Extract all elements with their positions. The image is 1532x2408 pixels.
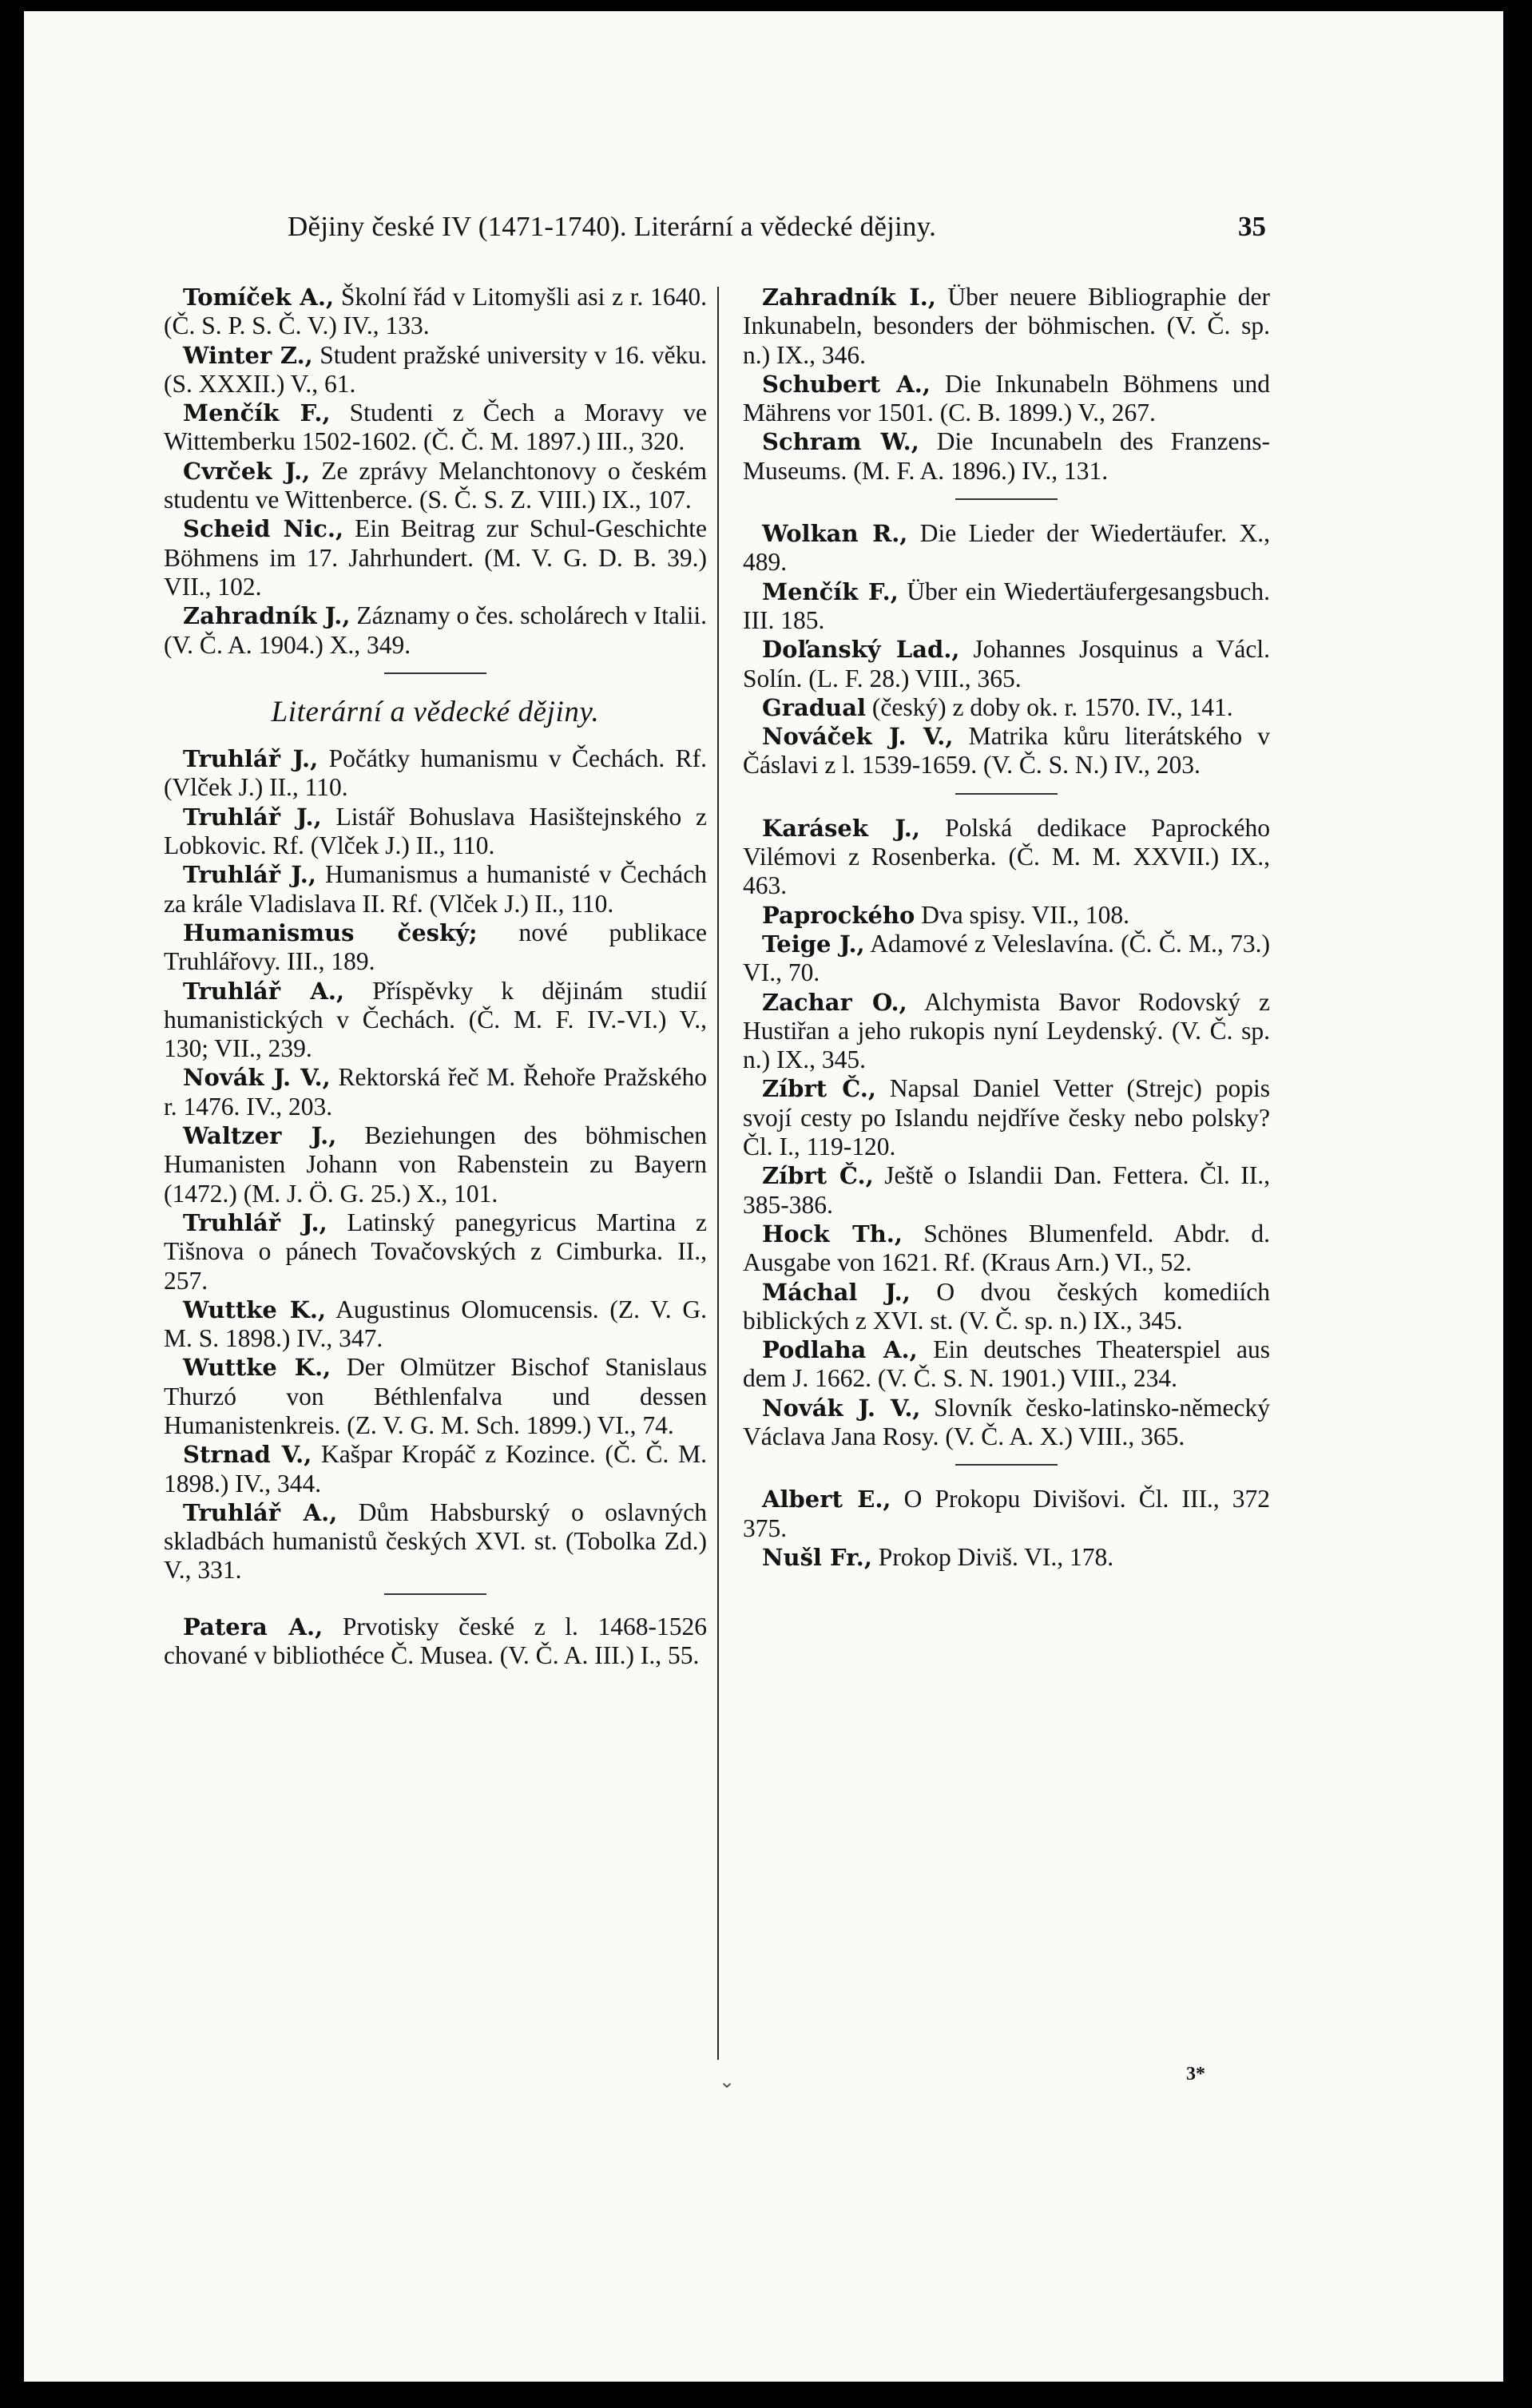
entry-text: Studenti z Čech a Moravy ve Wittemberku 1502-1602. (Č. Č. M. 1897.) III., 320. <box>164 399 707 456</box>
entry-author: Zíbrt Č., <box>762 1075 876 1103</box>
book-page <box>24 11 1503 2382</box>
entry-author: Gradual <box>762 693 867 721</box>
bibliography-entry <box>164 1613 707 1671</box>
entry-text: Kašpar Kropáč z Kozince. (Č. Č. M. 1898.) IV., 344. <box>164 1440 707 1498</box>
entry-text: Záznamy o čes. scholárech v Italii. (V. Č. A. 1904.) X., 349. <box>164 601 708 659</box>
entry-author: Patera A., <box>183 1613 323 1640</box>
entry-text: nové publikace Truhlářovy. III., 189. <box>164 918 707 976</box>
entry-text: Die Inkunabeln Böhmens und Mährens vor 1501. (C. B. 1899.) V., 267. <box>743 369 1270 427</box>
entry-author: Schubert A., <box>762 370 931 398</box>
entry-text: Ze zprávy Melanchtonovy o českém studentu ve Wittenberce. (S. Č. S. Z. VIII.) IX., 107. <box>164 456 707 514</box>
entry-text: Prvotisky české z l. 1468-1526 chované v bibliothéce Č. Musea. (V. Č. A. III.) I., 55. <box>164 1612 707 1670</box>
entry-group <box>743 283 1270 486</box>
entry-text: O dvou českých komediích biblických z XVI. st. (V. Č. sp. n.) IX., 345. <box>743 1277 1270 1335</box>
bibliography-entry <box>164 341 707 399</box>
separator-rule <box>955 498 1058 500</box>
entry-group <box>164 744 707 1585</box>
entry-author: Wuttke K., <box>183 1354 331 1382</box>
bibliography-entry <box>743 1394 1270 1452</box>
left-column <box>164 283 707 1670</box>
bibliography-entry <box>743 635 1270 693</box>
entry-author: Nušl Fr., <box>762 1543 872 1571</box>
entry-text: (český) z doby ok. r. 1570. IV., 141. <box>866 692 1233 721</box>
entry-author: Hock Th., <box>762 1220 903 1248</box>
entry-author: Zahradník J., <box>183 602 351 630</box>
bibliography-entry <box>743 370 1270 428</box>
entry-author: Truhlář A., <box>183 1498 338 1526</box>
entry-text: Die Lieder der Wiedertäufer. X., 489. <box>743 519 1270 577</box>
entry-author: Waltzer J., <box>183 1122 337 1150</box>
bibliography-entry <box>164 1121 707 1208</box>
entry-text: Ein deutsches Theaterspiel aus dem J. 1662. (V. Č. S. N. 1901.) VIII., 234. <box>743 1335 1271 1393</box>
bibliography-entry <box>164 457 707 515</box>
bibliography-entry <box>743 1161 1270 1220</box>
entry-text: Beziehungen des böhmischen Humanisten Johann von Rabenstein zu Bayern (1472.) (M. J. Ö. G. 25.) X., 101. <box>164 1121 707 1208</box>
entry-author: Wuttke K., <box>183 1295 327 1323</box>
bibliography-entry <box>164 744 707 803</box>
entry-author: Cvrček J., <box>183 457 311 485</box>
entry-text: Johannes Josquinus a Václ. Solín. (L. F. 28.) VIII., 365. <box>743 635 1271 692</box>
entry-text: Školní řád v Litomyšli asi z r. 1640. (Č. S. P. S. Č. V.) IV., 133. <box>164 283 707 340</box>
entry-text: Příspěvky k dějinám studií humanistických v Čechách. (Č. M. F. IV.-VI.) V., 130; VII., 239. <box>164 976 707 1063</box>
separator-rule <box>955 1464 1058 1466</box>
scan-mark: ⌄ <box>719 2072 736 2093</box>
separator-rule <box>384 672 486 674</box>
entry-author: Novák J. V., <box>183 1064 331 1092</box>
bibliography-entry <box>743 901 1270 930</box>
bibliography-entry <box>164 860 707 918</box>
entry-author: Truhlář J., <box>183 1208 327 1236</box>
bibliography-entry <box>164 514 707 601</box>
entry-text: Student pražské university v 16. věku. (S. XXXII.) V., 61. <box>164 340 708 398</box>
entry-text: Schönes Blumenfeld. Abdr. d. Ausgabe von 1621. Rf. (Kraus Arn.) VI., 52. <box>743 1219 1270 1277</box>
entry-author: Zahradník I., <box>762 284 936 311</box>
entry-text: Ein Beitrag zur Schul-Geschichte Böhmens im 17. Jahrhundert. (M. V. G. D. B. 39.) VII., 102. <box>164 514 708 601</box>
right-column <box>743 283 1270 1572</box>
entry-author: Scheid Nic., <box>183 515 344 543</box>
bibliography-entry <box>743 988 1270 1075</box>
bibliography-entry <box>164 1295 707 1354</box>
entry-author: Truhlář J., <box>183 861 316 889</box>
entry-text: Über ein Wiedertäufergesangsbuch. III. 185. <box>743 577 1270 634</box>
entry-author: Teige J., <box>762 930 865 958</box>
entry-author: Nováček J. V., <box>762 723 954 751</box>
entry-group <box>164 1613 707 1671</box>
entry-author: Paprockého <box>762 901 915 929</box>
bibliography-entry <box>164 1353 707 1440</box>
entry-text: Adamové z Veleslavína. (Č. Č. M., 73.) VI., 70. <box>743 929 1270 987</box>
entry-author: Humanismus český; <box>183 918 478 946</box>
bibliography-entry <box>743 930 1270 988</box>
entry-author: Máchal J., <box>762 1278 911 1306</box>
bibliography-entry <box>164 918 707 977</box>
column-divider <box>717 287 719 2060</box>
bibliography-entry <box>164 283 707 341</box>
entry-author: Zíbrt Č., <box>762 1162 874 1190</box>
entry-text: Latinský panegyricus Martina z Tišnova o pánech Tovačovských z Cimburka. II., 257. <box>164 1208 707 1295</box>
bibliography-entry <box>164 1498 707 1585</box>
bibliography-entry <box>743 693 1270 722</box>
entry-group <box>743 519 1270 780</box>
entry-text: Dům Habsburský o oslavných skladbách humanistů českých XVI. st. (Tobolka Zd.) V., 331. <box>164 1498 707 1585</box>
entry-text: Napsal Daniel Vetter (Strejc) popis svojí cesty po Islandu nejdříve česky nebo polsky? Čl. I., 119-120. <box>743 1074 1271 1161</box>
entry-author: Strnad V., <box>183 1441 312 1469</box>
entry-author: Truhlář J., <box>183 745 319 773</box>
page-header <box>24 211 1503 259</box>
bibliography-entry <box>743 1485 1270 1543</box>
entry-author: Zachar O., <box>762 988 907 1016</box>
bibliography-entry <box>164 803 707 861</box>
bibliography-entry <box>743 1220 1270 1278</box>
page-number: 35 <box>1238 211 1266 242</box>
bibliography-entry <box>743 283 1270 370</box>
bibliography-entry <box>164 1063 707 1121</box>
bibliography-entry <box>743 1335 1270 1394</box>
entry-group <box>164 283 707 660</box>
section-heading: Literární a vědecké dějiny. <box>271 695 600 728</box>
signature-mark: 3* <box>1186 2064 1205 2085</box>
entry-text: Polská dedikace Paprockého Vilémovi z Rosenberka. (Č. M. M. XXVII.) IX., 463. <box>743 813 1270 900</box>
entry-text: Humanismus a humanisté v Čechách za krále Vladislava II. Rf. (Vlček J.) II., 110. <box>164 860 707 918</box>
entry-text: Listář Bohuslava Hasištejnského z Lobkovic. Rf. (Vlček J.) II., 110. <box>164 802 707 860</box>
entry-author: Menčík F., <box>183 399 331 427</box>
separator-rule <box>384 1593 486 1595</box>
entry-author: Albert E., <box>762 1486 891 1513</box>
entry-author: Truhlář J., <box>183 803 322 831</box>
entry-text: Alchymista Bavor Rodovský z Hustiřan a jeho rukopis nyní Leydenský. (V. Č. sp. n.) IX., 345. <box>743 987 1270 1074</box>
entry-author: Tomíček A., <box>183 284 335 311</box>
entry-text: Matrika kůru literátského v Čáslavi z l. 1539-1659. (V. Č. S. N.) IV., 203. <box>743 722 1270 780</box>
entry-group <box>743 1485 1270 1572</box>
entry-text: O Prokopu Divišovi. Čl. III., 372 375. <box>743 1485 1271 1542</box>
entry-text: Ještě o Islandii Dan. Fettera. Čl. II., 385-386. <box>743 1161 1270 1219</box>
entry-text: Slovník česko-latinsko-německý Václava Jana Rosy. (V. Č. A. X.) VIII., 365. <box>743 1393 1270 1450</box>
bibliography-entry <box>743 577 1270 636</box>
running-head: Dějiny české IV (1471-1740). Literární a vědecké dějiny. <box>288 211 937 242</box>
bibliography-entry <box>164 1208 707 1295</box>
bibliography-entry <box>743 1278 1270 1336</box>
bibliography-entry <box>743 519 1270 577</box>
bibliography-entry <box>164 1440 707 1498</box>
entry-author: Schram W., <box>762 428 919 456</box>
entry-group <box>743 814 1270 1452</box>
separator-rule <box>955 793 1058 795</box>
entry-text: Rektorská řeč M. Řehoře Pražského r. 1476. IV., 203. <box>164 1063 707 1121</box>
entry-text: Prokop Diviš. VI., 178. <box>871 1542 1114 1571</box>
bibliography-entry <box>743 427 1270 486</box>
entry-author: Winter Z., <box>183 341 313 369</box>
bibliography-entry <box>743 1543 1270 1572</box>
bibliography-entry <box>743 722 1270 780</box>
entry-author: Novák J. V., <box>762 1394 921 1422</box>
entry-text: Dva spisy. VII., 108. <box>915 900 1129 929</box>
entry-text: Augustinus Olomucensis. (Z. V. G. M. S. 1898.) IV., 347. <box>164 1295 707 1353</box>
entry-text: Über neuere Bibliographie der Inkunabeln, besonders der böhmischen. (V. Č. sp. n.) IX., 346. <box>743 283 1270 369</box>
entry-text: Die Incunabeln des Franzens-Museums. (M. F. A. 1896.) IV., 131. <box>743 427 1271 485</box>
entry-text: Počátky humanismu v Čechách. Rf. (Vlček J.) II., 110. <box>164 744 708 802</box>
entry-author: Wolkan R., <box>762 520 908 548</box>
bibliography-entry <box>743 1074 1270 1161</box>
entry-author: Truhlář A., <box>183 977 345 1005</box>
bibliography-entry <box>164 399 707 457</box>
bibliography-entry <box>743 814 1270 901</box>
entry-author: Karásek J., <box>762 814 920 842</box>
entry-author: Doľanský Lad., <box>762 636 960 664</box>
bibliography-entry <box>164 601 707 660</box>
entry-author: Menčík F., <box>762 577 899 605</box>
entry-author: Podlaha A., <box>762 1336 918 1364</box>
entry-text: Der Olmützer Bischof Stanislaus Thurzó von Béthlenfalva und dessen Humanistenkreis. (Z. V. G. M. Sch. 1899.) VI., 74. <box>164 1353 708 1439</box>
bibliography-entry <box>164 977 707 1064</box>
